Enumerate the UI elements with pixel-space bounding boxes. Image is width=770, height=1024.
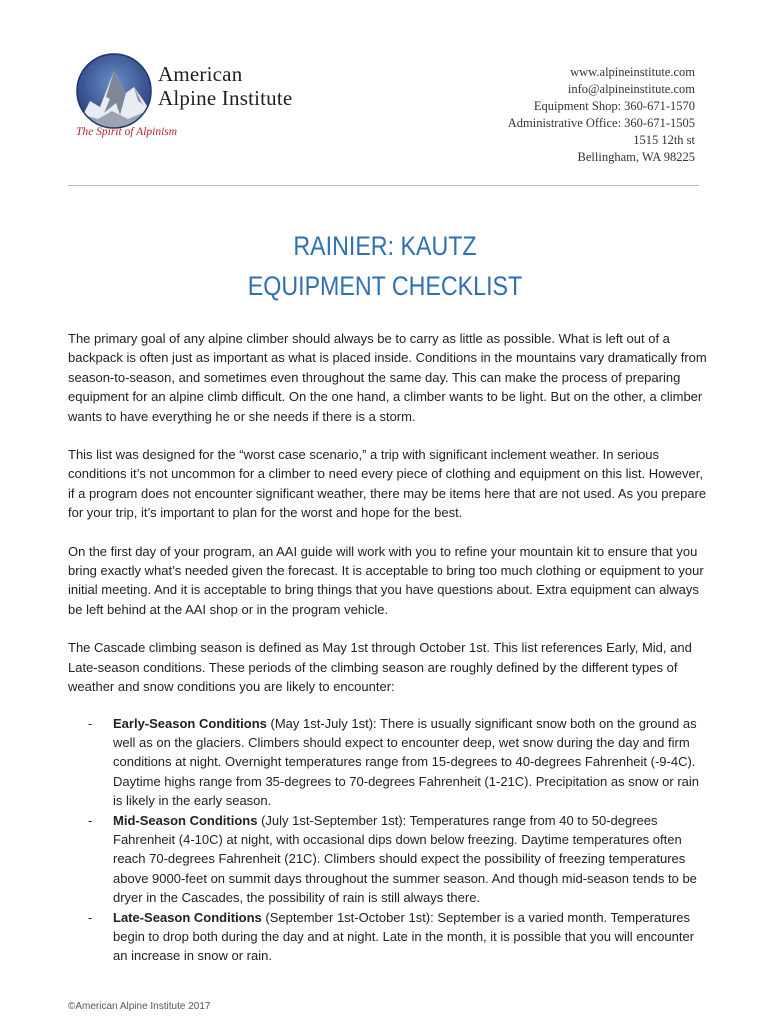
list-dash: - <box>88 812 93 828</box>
season-title: Early-Season Conditions <box>113 715 267 731</box>
season-list <box>68 714 708 966</box>
list-item <box>68 811 708 908</box>
footer-copyright: ©American Alpine Institute 2017 <box>68 1001 211 1012</box>
list-dash: - <box>88 715 93 731</box>
admin-office-phone: Administrative Office: 360-671-1505 <box>507 116 695 130</box>
list-dash: - <box>88 909 93 925</box>
season-description: (July 1st-September 1st): Temperatures range from 40 to 50-degrees Fahrenheit (4-10C) at night, with occasional dips down below freezing. Daytime temperatures often reach 70-degrees Fahrenheit (21C). Climbers should expect the possibility of freezing temperatures above 9000-feet on summit days throughout the summer season. And though mid-season tends to be dryer in the Cascades, the possibility of rain is still always there. <box>113 812 697 906</box>
list-item <box>68 714 708 811</box>
header-divider <box>68 185 699 186</box>
intro-paragraph: The primary goal of any alpine climber should always be to carry as little as possible. What is left out of a backpack is often just as important as what is placed inside. Conditions in the mountains vary dramatically from season-to-season, and sometimes even throughout the same day. This can make the process of preparing equipment for an alpine climb difficult. On the one hand, a climber wants to be light. But on the other, a climber wants to have everything he or she needs if there is a storm. <box>68 331 707 424</box>
website-link[interactable]: www.alpineinstitute.com <box>570 65 695 79</box>
street-address: 1515 12th st <box>633 133 695 147</box>
page-title <box>54 226 716 306</box>
logo-tagline: The Spirit of Alpinism <box>76 126 178 138</box>
logo-name-line2: Alpine Institute <box>158 86 293 110</box>
email-link[interactable]: info@alpineinstitute.com <box>567 82 695 96</box>
contact-block <box>508 64 695 166</box>
season-description: (May 1st-July 1st): There is usually significant snow both on the ground as well as on the glaciers. Climbers should expect to encounter deep, wet snow during the day and firm conditions at night. Overnight temperatures range from 15-degrees to 40-degrees Fahrenheit (-9-4C). Daytime highs range from 35-degrees to 70-degrees Fahrenheit (1-21C). Precipitation as snow or rain is likely in the early season. <box>113 715 700 809</box>
title-line1: RAINIER: KAUTZ <box>293 231 477 261</box>
title-line2: EQUIPMENT CHECKLIST <box>247 271 523 301</box>
worst-case-paragraph: This list was designed for the “worst case scenario,” a trip with significant inclement weather. In serious conditions it’s not uncommon for a climber to need every piece of clothing and equipment on this list. However, if a program does not encounter significant weather, there may be items here that are not used. As you prepare for your trip, it’s important to plan for the worst and hope for the best. <box>68 447 707 521</box>
logo-name-line1: American <box>158 62 243 86</box>
aai-logo <box>76 48 306 148</box>
mountain-logo-icon <box>76 53 152 129</box>
equipment-shop-phone: Equipment Shop: 360-671-1570 <box>533 99 695 113</box>
list-item <box>68 908 708 966</box>
first-day-paragraph: On the first day of your program, an AAI guide will work with you to refine your mountain kit to ensure that you bring exactly what’s needed given the forecast. It is acceptable to bring too much clothing or equipment to your initial meeting. And it is acceptable to bring things that you have questions about. Extra equipment can always be left behind at the AAI shop or in the program vehicle. <box>68 543 704 617</box>
season-title: Late-Season Conditions <box>113 909 262 925</box>
city-address: Bellingham, WA 98225 <box>577 150 695 164</box>
season-title: Mid-Season Conditions <box>113 812 258 828</box>
document-body <box>68 329 708 966</box>
season-intro-paragraph: The Cascade climbing season is defined as May 1st through October 1st. This list references Early, Mid, and Late-season conditions. These periods of the climbing season are roughly defined by the different types of weather and snow conditions you are likely to encounter: <box>68 640 692 695</box>
logo-wordmark <box>158 62 292 110</box>
season-description: (September 1st-October 1st): September is a varied month. Temperatures begin to drop both during the day and at night. Late in the month, it is possible that you will encounter an increase in snow or rain. <box>113 909 695 964</box>
